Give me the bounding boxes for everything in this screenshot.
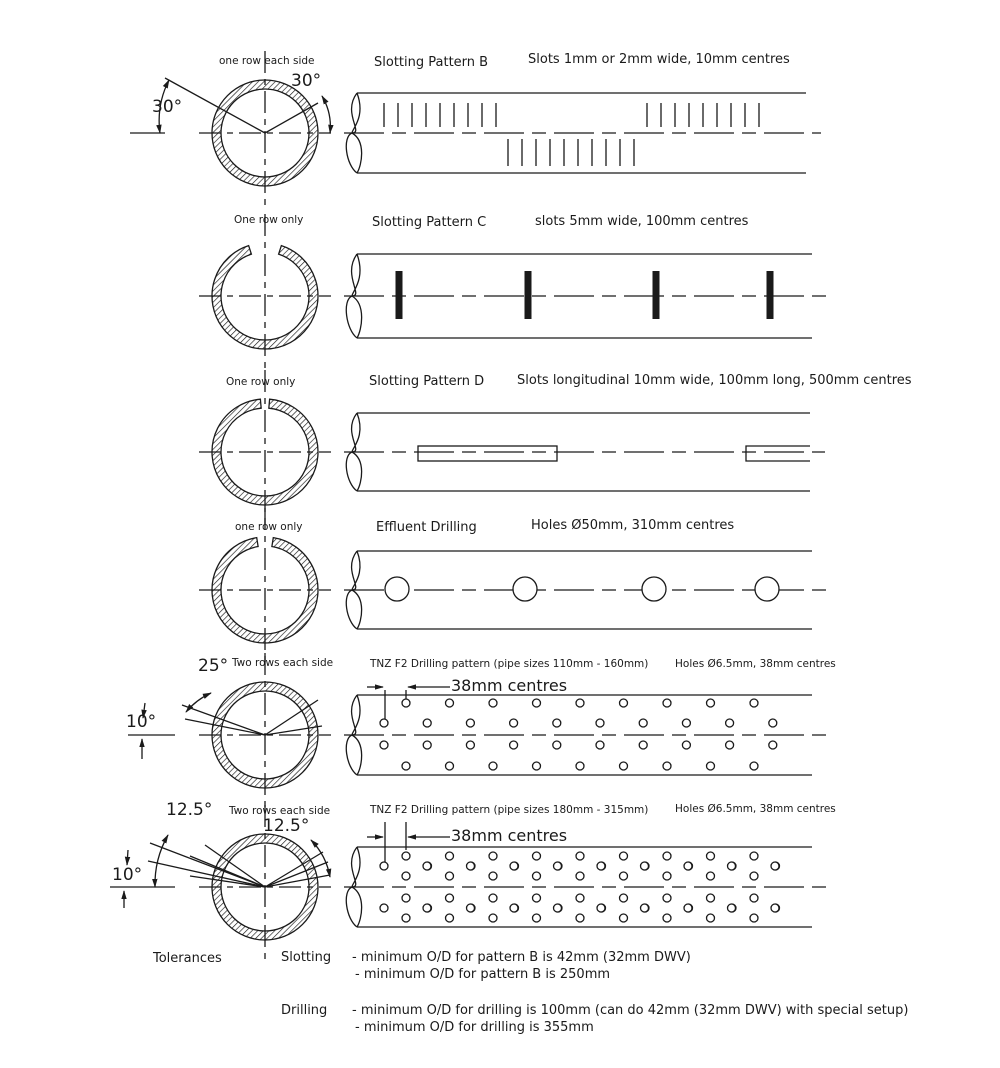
section-spec-pattern-b: Slots 1mm or 2mm wide, 10mm centres	[528, 52, 790, 67]
drill-hole	[554, 904, 562, 912]
section-spec-f2-large: Holes Ø6.5mm, 38mm centres	[675, 803, 836, 815]
drill-hole	[620, 762, 628, 770]
angle-label-left: 30°	[152, 97, 183, 117]
drill-hole	[489, 914, 497, 922]
drill-hole	[402, 914, 410, 922]
angle-arc-right	[322, 96, 330, 133]
drill-hole	[663, 852, 671, 860]
drill-hole	[750, 894, 758, 902]
drill-hole	[446, 852, 454, 860]
drill-hole	[446, 699, 454, 707]
drill-hole	[423, 862, 431, 870]
drill-hole	[402, 872, 410, 880]
drill-hole	[533, 894, 541, 902]
drill-hole	[707, 762, 715, 770]
angle-arrow-10-top	[127, 850, 128, 865]
drill-hole	[620, 894, 628, 902]
drill-hole	[446, 914, 454, 922]
section-title-f2-small: TNZ F2 Drilling pattern (pipe sizes 110mm - 160mm)	[370, 658, 649, 670]
tolerance-group-label-drilling: Drilling	[281, 1003, 328, 1018]
tolerance-line: - minimum O/D for pattern B is 42mm (32mm DWV)	[352, 950, 691, 965]
drill-hole	[707, 699, 715, 707]
effluent-hole	[755, 577, 779, 601]
drill-hole	[641, 904, 649, 912]
drill-hole	[489, 762, 497, 770]
drill-hole	[446, 894, 454, 902]
section-title-pattern-b: Slotting Pattern B	[374, 55, 489, 70]
drill-hole	[682, 741, 690, 749]
drill-hole	[423, 719, 431, 727]
drill-hole	[489, 872, 497, 880]
drill-hole	[750, 699, 758, 707]
drill-hole	[750, 852, 758, 860]
drill-hole	[489, 852, 497, 860]
drill-hole	[597, 862, 605, 870]
section-title-effluent: Effluent Drilling	[376, 520, 477, 535]
drill-hole	[380, 862, 388, 870]
drill-hole	[576, 894, 584, 902]
drill-hole	[750, 914, 758, 922]
drill-hole	[663, 894, 671, 902]
drill-hole	[554, 862, 562, 870]
drill-hole	[707, 894, 715, 902]
section-note-f2-small: Two rows each side	[232, 657, 334, 669]
drill-hole	[576, 914, 584, 922]
angle-label-10-a: 10°	[126, 712, 157, 732]
drill-hole	[620, 699, 628, 707]
slot-wide	[396, 271, 403, 319]
drill-hole	[489, 699, 497, 707]
drill-hole	[771, 904, 779, 912]
section-note-pattern-c: One row only	[234, 214, 304, 226]
section-note-pattern-b: one row each side	[219, 55, 315, 67]
drill-hole	[466, 741, 474, 749]
angle-label-right: 30°	[291, 71, 322, 91]
tolerances-heading: Tolerances	[153, 951, 222, 966]
section-spec-effluent: Holes Ø50mm, 310mm centres	[531, 518, 735, 533]
drill-hole	[707, 872, 715, 880]
section-spec-pattern-d: Slots longitudinal 10mm wide, 100mm long, 500mm centres	[517, 373, 912, 388]
drill-hole	[663, 914, 671, 922]
tolerance-group-label-slotting: Slotting	[281, 950, 332, 965]
drill-hole	[467, 904, 475, 912]
drill-hole	[641, 862, 649, 870]
drill-hole	[663, 762, 671, 770]
drill-hole	[533, 872, 541, 880]
drill-hole	[663, 699, 671, 707]
drill-hole	[380, 719, 388, 727]
drill-hole	[553, 741, 561, 749]
drill-hole	[663, 872, 671, 880]
drill-hole	[402, 852, 410, 860]
drill-hole	[750, 762, 758, 770]
drill-hole	[639, 719, 647, 727]
slot-wide	[525, 271, 532, 319]
drill-hole	[533, 699, 541, 707]
drill-hole	[728, 904, 736, 912]
drill-hole	[682, 719, 690, 727]
drill-hole	[510, 862, 518, 870]
drill-hole	[533, 762, 541, 770]
drill-hole	[596, 719, 604, 727]
drill-hole	[769, 741, 777, 749]
drill-hole	[620, 872, 628, 880]
drill-hole	[726, 719, 734, 727]
section-spec-f2-small: Holes Ø6.5mm, 38mm centres	[675, 658, 836, 670]
section-title-pattern-d: Slotting Pattern D	[369, 374, 485, 389]
drill-hole	[402, 699, 410, 707]
slot-longitudinal-partial	[746, 446, 810, 461]
drill-hole	[380, 741, 388, 749]
angle-label-25: 25°	[198, 656, 229, 676]
drill-hole	[533, 852, 541, 860]
effluent-hole	[513, 577, 537, 601]
section-note-effluent: one row only	[235, 521, 303, 533]
drill-hole	[402, 762, 410, 770]
drill-hole	[597, 904, 605, 912]
section-title-pattern-c: Slotting Pattern C	[372, 215, 487, 230]
angle-label-12-5-right: 12.5°	[263, 816, 310, 836]
angle-label-12-5-left: 12.5°	[166, 800, 213, 820]
drill-hole	[489, 894, 497, 902]
dimension-label-f2-small: 38mm centres	[451, 676, 568, 695]
drill-hole	[553, 719, 561, 727]
drill-hole	[707, 852, 715, 860]
drill-hole	[380, 904, 388, 912]
drill-hole	[620, 852, 628, 860]
drill-hole	[466, 719, 474, 727]
drill-hole	[684, 862, 692, 870]
drill-hole	[423, 741, 431, 749]
drill-hole	[750, 872, 758, 880]
drill-hole	[510, 904, 518, 912]
drill-hole	[423, 904, 431, 912]
slot-wide	[653, 271, 660, 319]
section-title-f2-large: TNZ F2 Drilling pattern (pipe sizes 180mm - 315mm)	[370, 804, 649, 816]
angle-arc-25	[186, 693, 211, 712]
drill-hole	[446, 872, 454, 880]
drill-hole	[402, 894, 410, 902]
drill-hole	[726, 741, 734, 749]
drill-hole	[446, 762, 454, 770]
slot-wide	[767, 271, 774, 319]
effluent-hole	[642, 577, 666, 601]
angle-ray-4	[190, 876, 265, 887]
drill-hole	[510, 741, 518, 749]
drill-hole	[596, 741, 604, 749]
effluent-hole	[385, 577, 409, 601]
angle-arc-12-5-left	[155, 835, 168, 887]
drill-hole	[707, 914, 715, 922]
tolerance-line: - minimum O/D for drilling is 355mm	[355, 1020, 594, 1035]
drill-hole	[533, 914, 541, 922]
drill-hole	[576, 852, 584, 860]
angle-ray-10	[185, 719, 265, 735]
drill-hole	[769, 719, 777, 727]
angle-ray-right-2	[265, 862, 328, 887]
tolerance-line: - minimum O/D for pattern B is 250mm	[355, 967, 611, 982]
angle-label-10-b: 10°	[112, 865, 143, 885]
drill-hole	[576, 699, 584, 707]
tolerance-line: - minimum O/D for drilling is 100mm (can do 42mm (32mm DWV) with special setup)	[352, 1003, 909, 1018]
drill-hole	[771, 862, 779, 870]
section-spec-pattern-c: slots 5mm wide, 100mm centres	[535, 214, 749, 229]
dimension-label-f2-large: 38mm centres	[451, 826, 568, 845]
drill-hole	[467, 862, 475, 870]
slot-longitudinal	[418, 446, 557, 461]
drill-hole	[639, 741, 647, 749]
drill-hole	[510, 719, 518, 727]
drill-hole	[684, 904, 692, 912]
drill-hole	[620, 914, 628, 922]
drill-hole	[728, 862, 736, 870]
section-note-pattern-d: One row only	[226, 376, 296, 388]
section-note-f2-large: Two rows each side	[229, 805, 331, 817]
drill-hole	[576, 872, 584, 880]
drill-hole	[576, 762, 584, 770]
